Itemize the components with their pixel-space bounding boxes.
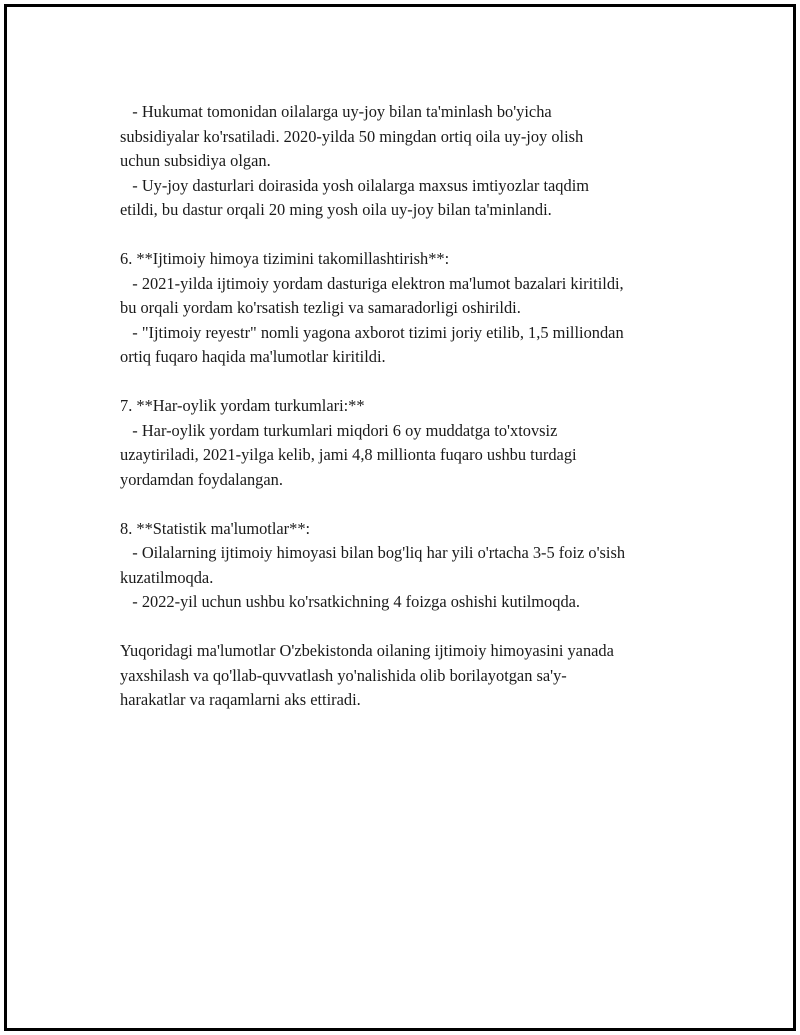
text-line: ortiq fuqaro haqida ma'lumotlar kiritildi. <box>120 347 386 366</box>
text-line: uchun subsidiya olgan. <box>120 151 271 170</box>
document-page <box>4 4 796 1031</box>
paragraph-gap <box>120 615 680 640</box>
section-heading: 6. **Ijtimoiy himoya tizimini takomillashtirish**: <box>120 249 450 268</box>
section-heading: 8. **Statistik ma'lumotlar**: <box>120 518 311 538</box>
text-line: bu orqali yordam ko'rsatish tezligi va samaradorligi oshirildi. <box>120 298 521 317</box>
text-line: - 2022-yil uchun ushbu ko'rsatkichning 4 foizga oshishi kutilmoqda. <box>120 592 581 611</box>
conclusion-line: yaxshilash va qo'llab-quvvatlash yo'nalishida olib borilayotgan sa'y- <box>120 665 567 685</box>
text-line: - "Ijtimoiy reyestr" nomli yagona axborot tizimi joriy etilib, 1,5 milliondan <box>120 322 624 342</box>
text-line: - Har-oylik yordam turkumlari miqdori 6 oy muddatga to'xtovsiz <box>120 420 558 440</box>
section-heading: 7. **Har-oylik yordam turkumlari:** <box>120 396 365 415</box>
paragraph-gap <box>120 370 680 395</box>
text-line: etildi, bu dastur orqali 20 ming yosh oila uy-joy bilan ta'minlandi. <box>120 200 552 219</box>
text-line: - 2021-yilda ijtimoiy yordam dasturiga elektron ma'lumot bazalari kiritildi, <box>120 273 624 293</box>
text-line: kuzatilmoqda. <box>120 567 214 587</box>
text-line: subsidiyalar ko'rsatiladi. 2020-yilda 50 mingdan ortiq oila uy-joy olish <box>120 126 584 146</box>
paragraph-gap <box>120 492 680 517</box>
conclusion-line: Yuqoridagi ma'lumotlar O'zbekistonda oilaning ijtimoiy himoyasini yanada <box>120 641 614 660</box>
text-line: - Hukumat tomonidan oilalarga uy-joy bilan ta'minlash bo'yicha <box>120 102 552 121</box>
text-line: uzaytiriladi, 2021-yilga kelib, jami 4,8 millionta fuqaro ushbu turdagi <box>120 445 577 464</box>
text-line: - Oilalarning ijtimoiy himoyasi bilan bog'liq har yili o'rtacha 3-5 foiz o'sish <box>120 543 626 562</box>
document-body <box>120 100 680 713</box>
conclusion-line: harakatlar va raqamlarni aks ettiradi. <box>120 690 361 709</box>
text-line: yordamdan foydalangan. <box>120 469 283 489</box>
paragraph-gap <box>120 223 680 248</box>
text-line: - Uy-joy dasturlari doirasida yosh oilalarga maxsus imtiyozlar taqdim <box>120 175 590 195</box>
